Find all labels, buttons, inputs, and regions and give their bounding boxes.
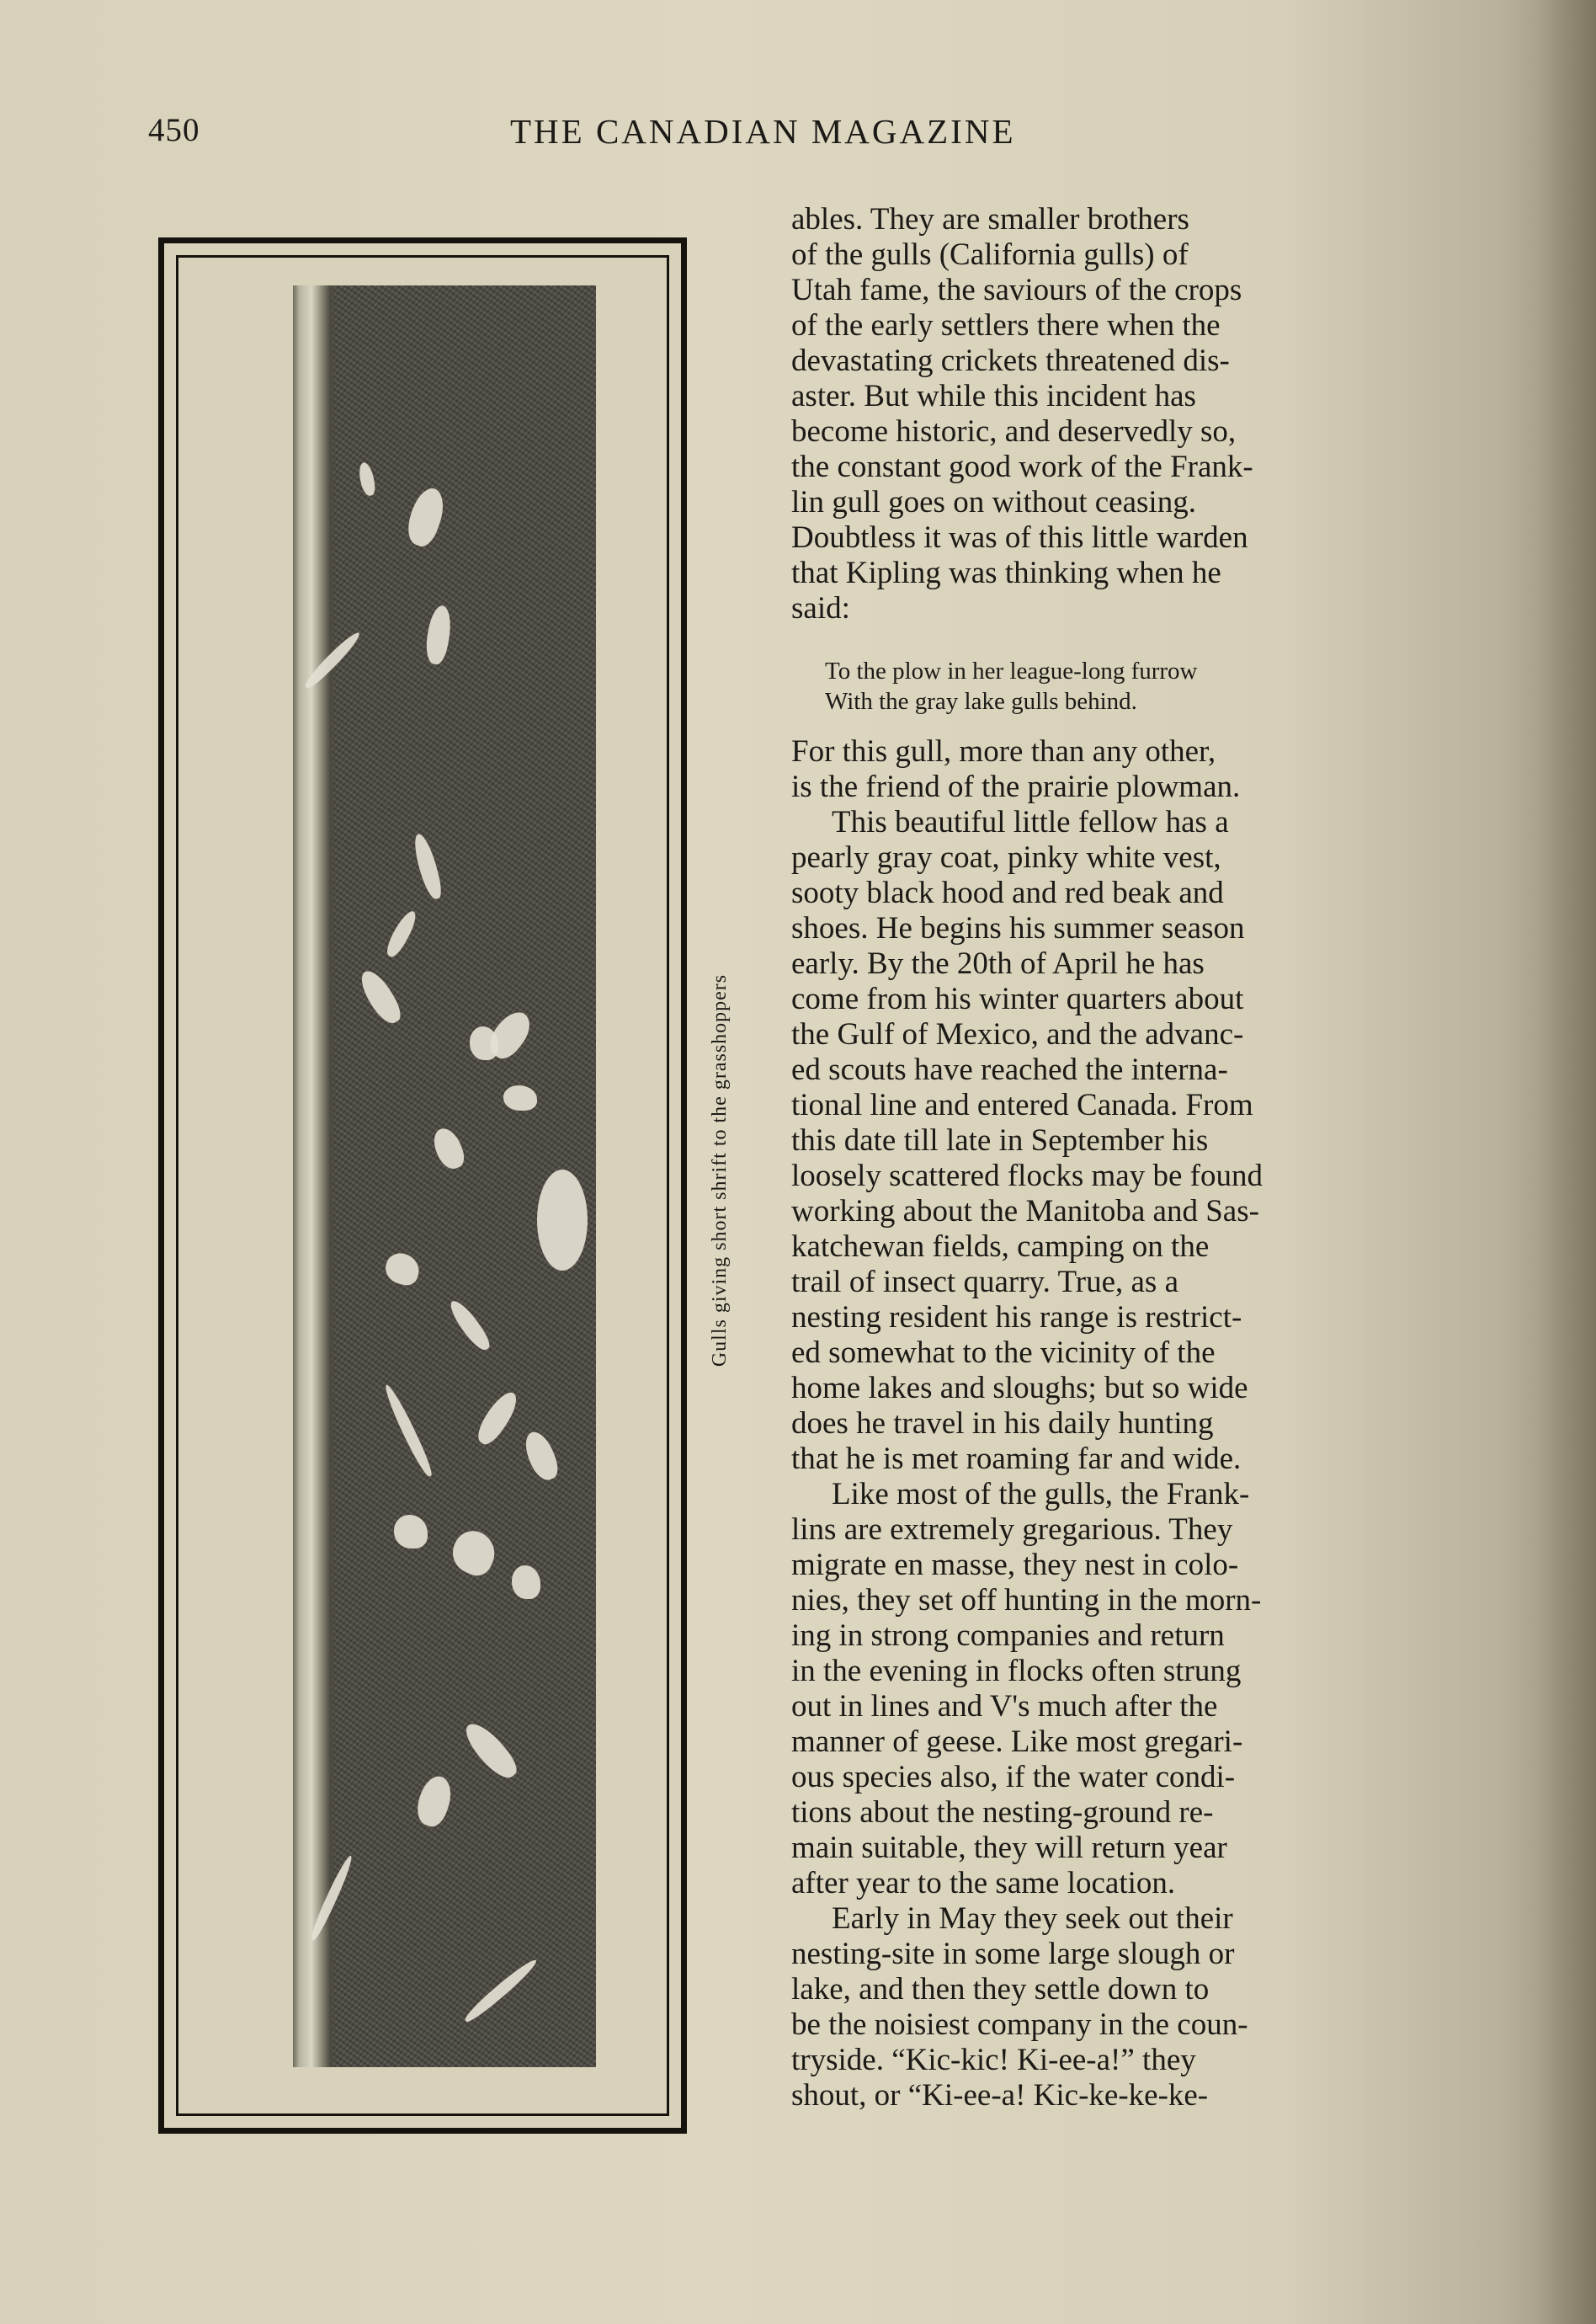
text-line: This beautiful little fellow has a (832, 805, 1229, 840)
text-line: the constant good work of the Frank- (791, 450, 1253, 484)
text-line: out in lines and V's much after the (791, 1689, 1218, 1724)
gull-shape (446, 1297, 494, 1355)
verse-line: With the gray lake gulls behind. (825, 688, 1137, 715)
text-line: become historic, and deservedly so, (791, 414, 1237, 449)
text-line: shout, or “Ki-ee-a! Kic-ke-ke-ke- (791, 2078, 1209, 2113)
text-line: ed scouts have reached the interna- (791, 1053, 1228, 1087)
text-line: lin gull goes on without ceasing. (791, 485, 1196, 520)
page-gutter-shadow (1537, 0, 1596, 2324)
text-line: ed somewhat to the vicinity of the (791, 1335, 1216, 1370)
text-line: sooty black hood and red beak and (791, 876, 1224, 910)
gull-shape (382, 1250, 423, 1287)
text-line: katchewan fields, camping on the (791, 1229, 1210, 1264)
text-line: main suitable, they will return year (791, 1831, 1227, 1865)
text-line: this date till late in September his (791, 1123, 1209, 1158)
text-line: For this gull, more than any other, (791, 734, 1216, 769)
text-line: lins are extremely gregarious. They (791, 1512, 1233, 1547)
gull-shape (446, 1525, 502, 1580)
text-line: trail of insect quarry. True, as a (791, 1265, 1178, 1299)
text-line: in the evening in flocks often strung (791, 1654, 1242, 1688)
gull-shape (503, 1085, 537, 1111)
text-line: Utah fame, the saviours of the crops (791, 273, 1242, 307)
text-line: pearly gray coat, pinky white vest, (791, 840, 1221, 875)
text-line: loosely scattered flocks may be found (791, 1159, 1263, 1193)
text-line: nies, they set off hunting in the morn- (791, 1583, 1262, 1618)
gull-shape (423, 604, 455, 665)
page-number: 450 (148, 112, 200, 148)
text-line: after year to the same location. (791, 1866, 1176, 1900)
text-line: the Gulf of Mexico, and the advanc- (791, 1017, 1244, 1052)
gull-shape (461, 1956, 540, 2024)
text-line: Doubtless it was of this little warden (791, 520, 1248, 555)
text-line: come from his winter quarters about (791, 982, 1244, 1016)
gull-shape (537, 1170, 588, 1271)
running-head (148, 111, 1040, 162)
text-line: is the friend of the prairie plowman. (791, 770, 1241, 804)
gull-shape (382, 909, 421, 960)
text-line: Early in May they seek out their (832, 1901, 1233, 1936)
text-line: working about the Manitoba and Sas- (791, 1194, 1259, 1229)
gull-shape (471, 1388, 523, 1448)
text-line: tryside. “Kic-kic! Ki-ee-a!” they (791, 2043, 1196, 2077)
text-line: does he travel in his daily hunting (791, 1406, 1214, 1441)
text-line: ous species also, if the water condi- (791, 1760, 1236, 1794)
text-line: ables. They are smaller brothers (791, 202, 1189, 237)
gull-shape (521, 1428, 562, 1484)
verse-line: To the plow in her league-long furrow (825, 658, 1198, 685)
text-line: shoes. He begins his summer season (791, 911, 1245, 946)
gull-shape (429, 1124, 467, 1172)
gull-shape (358, 461, 377, 497)
gull-shape (402, 484, 450, 550)
figure-frame (158, 237, 687, 2134)
gull-shape (301, 629, 364, 691)
text-line: of the gulls (California gulls) of (791, 237, 1189, 272)
gull-shape (412, 1772, 457, 1831)
text-line: tions about the nesting-ground re- (791, 1795, 1214, 1830)
text-line: home lakes and sloughs; but so wide (791, 1371, 1248, 1405)
text-line: nesting resident his range is restrict- (791, 1300, 1242, 1335)
text-line: lake, and then they settle down to (791, 1972, 1210, 2007)
text-line: migrate en masse, they nest in colo- (791, 1548, 1239, 1582)
gull-shape (307, 1854, 355, 1943)
text-line: early. By the 20th of April he has (791, 946, 1205, 981)
text-line: nesting-site in some large slough or (791, 1937, 1235, 1971)
gulls-field-photo (293, 285, 596, 2067)
text-line: ing in strong companies and return (791, 1618, 1225, 1653)
gull-shape (394, 1515, 428, 1548)
text-line: manner of geese. Like most gregari- (791, 1724, 1243, 1759)
magazine-title: THE CANADIAN MAGAZINE (510, 112, 1016, 151)
text-line: of the early settlers there when the (791, 308, 1221, 343)
text-line: tional line and entered Canada. From (791, 1088, 1253, 1122)
figure-caption: Gulls giving short shrift to the grasshoppers (709, 973, 731, 1367)
gull-shape (460, 1717, 522, 1785)
gull-shape (381, 1383, 434, 1479)
text-line: that he is met roaming far and wide. (791, 1442, 1242, 1476)
text-line: Like most of the gulls, the Frank- (832, 1477, 1250, 1511)
text-line: that Kipling was thinking when he (791, 556, 1221, 590)
text-line: be the noisiest company in the coun- (791, 2007, 1248, 2042)
text-line: devastating crickets threatened dis- (791, 344, 1230, 378)
gull-shape (512, 1565, 540, 1599)
text-line: said: (791, 591, 850, 626)
gull-shape (355, 966, 405, 1029)
gull-shape (411, 832, 444, 901)
text-line: aster. But while this incident has (791, 379, 1196, 413)
